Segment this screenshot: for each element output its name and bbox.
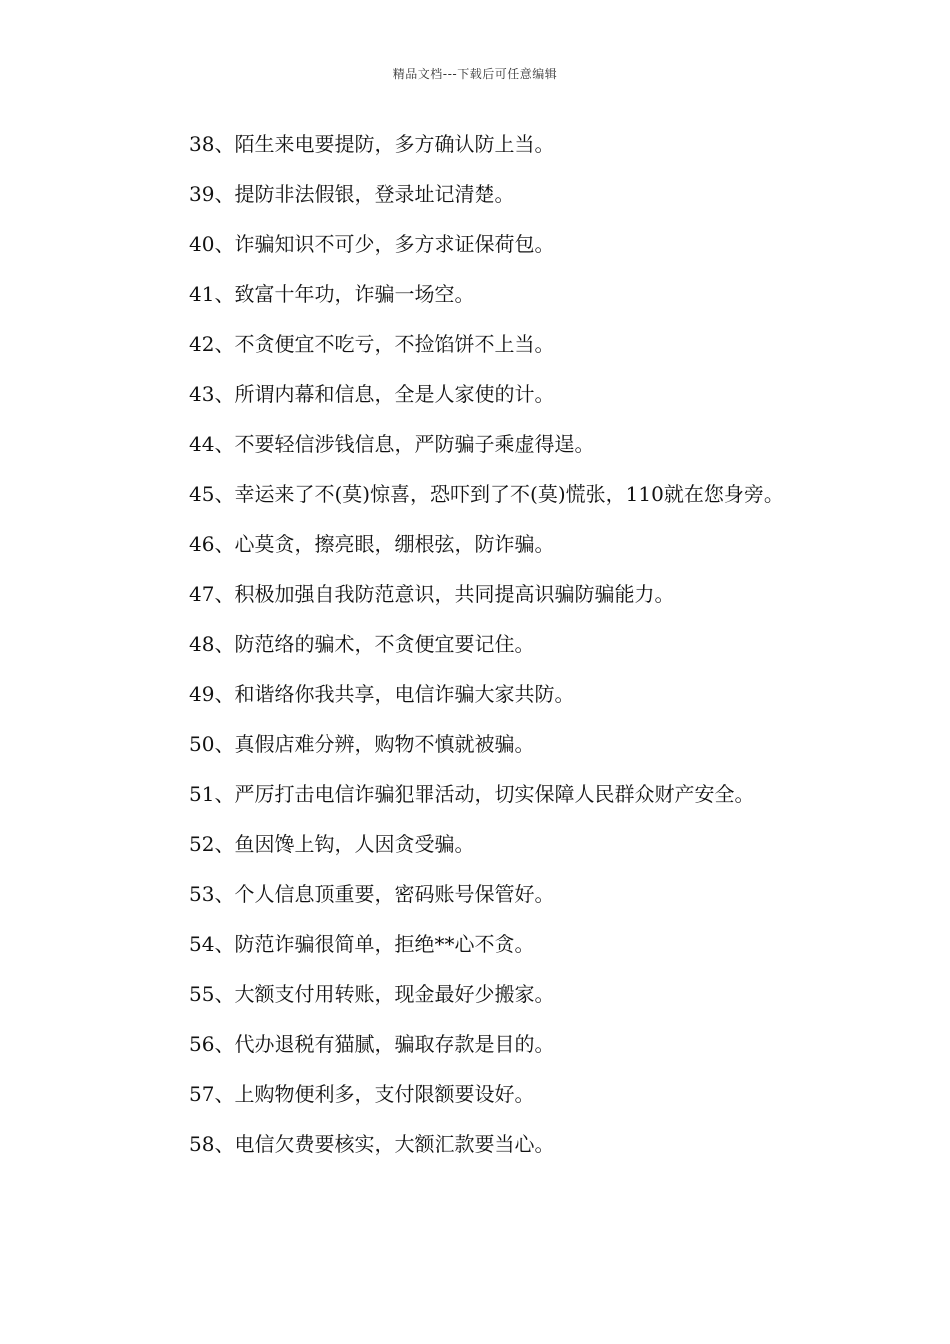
- list-item: 50、真假店难分辨，购物不慎就被骗。: [189, 732, 535, 756]
- list-item: 39、提防非法假银，登录址记清楚。: [189, 182, 515, 206]
- list-item: 51、严厉打击电信诈骗犯罪活动，切实保障人民群众财产安全。: [189, 782, 755, 806]
- list-item: 46、心莫贪，擦亮眼，绷根弦，防诈骗。: [189, 532, 555, 556]
- list-item: 57、上购物便利多，支付限额要设好。: [189, 1082, 535, 1106]
- list-item: 56、代办退税有猫腻，骗取存款是目的。: [189, 1032, 555, 1056]
- list-item: 44、不要轻信涉钱信息，严防骗子乘虚得逞。: [189, 432, 595, 456]
- list-item: 54、防范诈骗很简单，拒绝**心不贪。: [189, 932, 535, 956]
- page-header: 精品文档---下载后可任意编辑: [392, 67, 558, 81]
- list-item: 43、所谓内幕和信息，全是人家使的计。: [189, 382, 555, 406]
- list-item: 53、个人信息顶重要，密码账号保管好。: [189, 882, 555, 906]
- list-item: 48、防范络的骗术，不贪便宜要记住。: [189, 632, 535, 656]
- list-item: 58、电信欠费要核实，大额汇款要当心。: [189, 1132, 555, 1156]
- list-item: 38、陌生来电要提防，多方确认防上当。: [189, 132, 555, 156]
- list-item: 55、大额支付用转账，现金最好少搬家。: [189, 982, 555, 1006]
- list-item: 41、致富十年功，诈骗一场空。: [189, 282, 475, 306]
- list-item: 45、幸运来了不(莫)惊喜，恐吓到了不(莫)慌张，110就在您身旁。: [189, 482, 784, 506]
- list-item: 52、鱼因馋上钩，人因贪受骗。: [189, 832, 475, 856]
- list-item: 42、不贪便宜不吃亏，不捡馅饼不上当。: [189, 332, 555, 356]
- list-item: 40、诈骗知识不可少，多方求证保荷包。: [189, 232, 555, 256]
- list-item: 49、和谐络你我共享，电信诈骗大家共防。: [189, 682, 575, 706]
- list-item: 47、积极加强自我防范意识，共同提高识骗防骗能力。: [189, 582, 675, 606]
- document-body: [145, 132, 815, 1182]
